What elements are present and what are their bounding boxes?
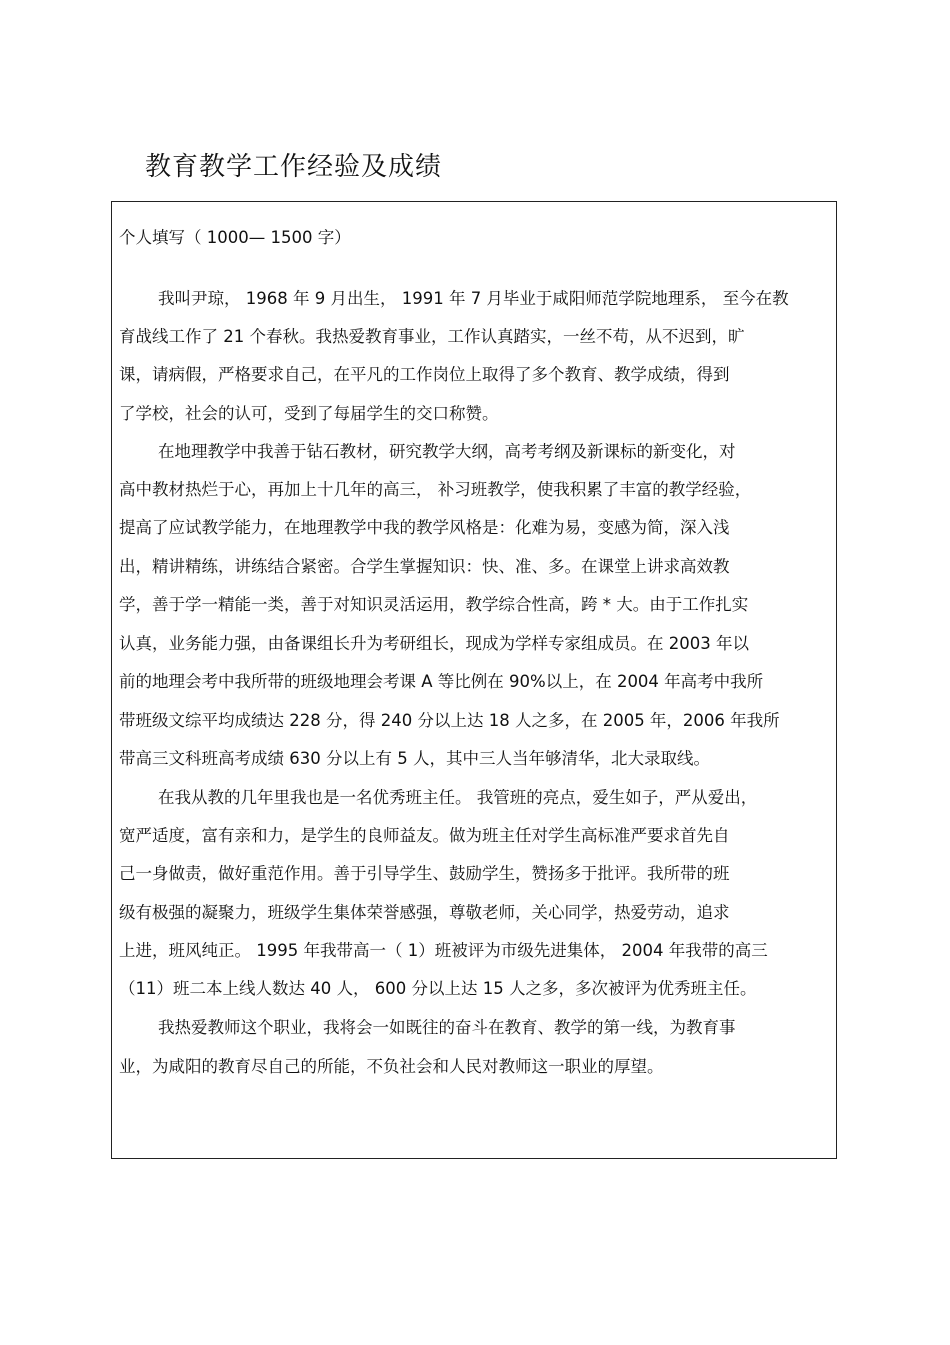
paragraph-line: 出，精讲精练，讲练结合紧密。合学生掌握知识：快、准、多。在课堂上讲求高效教 bbox=[119, 557, 730, 576]
paragraph-line: 高中教材热烂于心，再加上十几年的高三， 补习班教学，使我积累了丰富的教学经验， bbox=[119, 480, 752, 499]
paragraph-line: 我热爱教师这个职业，我将会一如既往的奋斗在教育、教学的第一线，为教育事 bbox=[158, 1018, 736, 1037]
paragraph-line: 带班级文综平均成绩达 228 分，得 240 分以上达 18 人之多，在 2005 年，2006 年我所 bbox=[119, 711, 780, 730]
paragraph-line: 提高了应试教学能力，在地理教学中我的教学风格是：化难为易，变感为简，深入浅 bbox=[119, 518, 730, 537]
page-title: 教育教学工作经验及成绩 bbox=[145, 152, 443, 182]
paragraph-line: 学，善于学一精能一类，善于对知识灵活运用，教学综合性高，跨 * 大。由于工作扎实 bbox=[119, 595, 749, 614]
paragraph-line: 己一身做责，做好重范作用。善于引导学生、鼓励学生，赞扬多于批评。我所带的班 bbox=[119, 864, 730, 883]
paragraph-line: 宽严适度，富有亲和力，是学生的良师益友。做为班主任对学生高标准严要求首先自 bbox=[119, 826, 730, 845]
paragraph-line: 育战线工作了 21 个春秋。我热爱教育事业，工作认真踏实，一丝不苟，从不迟到，旷 bbox=[119, 327, 745, 346]
paragraph-line: 了学校，社会的认可，受到了每届学生的交口称赞。 bbox=[119, 404, 499, 423]
paragraph-line: 认真，业务能力强，由备课组长升为考研组长，现成为学样专家组成员。在 2003 年以 bbox=[119, 634, 749, 653]
paragraph-line: 在地理教学中我善于钻石教材，研究教学大纲，高考考纲及新课标的新变化，对 bbox=[158, 442, 736, 461]
paragraph-line: 级有极强的凝聚力，班级学生集体荣誉感强，尊敬老师，关心同学，热爱劳动，追求 bbox=[119, 903, 730, 922]
paragraph-line: 课，请病假，严格要求自己，在平凡的工作岗位上取得了多个教育、教学成绩，得到 bbox=[119, 365, 730, 384]
paragraph-line: 在我从教的几年里我也是一名优秀班主任。 我管班的亮点，爱生如子，严从爱出， bbox=[158, 788, 758, 807]
paragraph-line: 上进，班风纯正。 1995 年我带高一（ 1）班被评为市级先进集体， 2004 年我带的高三 bbox=[119, 941, 768, 960]
paragraph-line: 我叫尹琼， 1968 年 9 月出生， 1991 年 7 月毕业于咸阳师范学院地理系， 至今在教 bbox=[158, 289, 789, 308]
personal-statement-box bbox=[111, 201, 837, 1159]
paragraph-line: （11）班二本上线人数达 40 人， 600 分以上达 15 人之多，多次被评为优秀班主任。 bbox=[119, 979, 757, 998]
paragraph-line: 带高三文科班高考成绩 630 分以上有 5 人，其中三人当年够清华，北大录取线。 bbox=[119, 749, 710, 768]
form-header: 个人填写（ 1000— 1500 字） bbox=[119, 228, 351, 247]
paragraph-line: 业，为咸阳的教育尽自己的所能，不负社会和人民对教师这一职业的厚望。 bbox=[119, 1057, 664, 1076]
paragraph-line: 前的地理会考中我所带的班级地理会考课 A 等比例在 90%以上，在 2004 年高考中我所 bbox=[119, 672, 764, 691]
